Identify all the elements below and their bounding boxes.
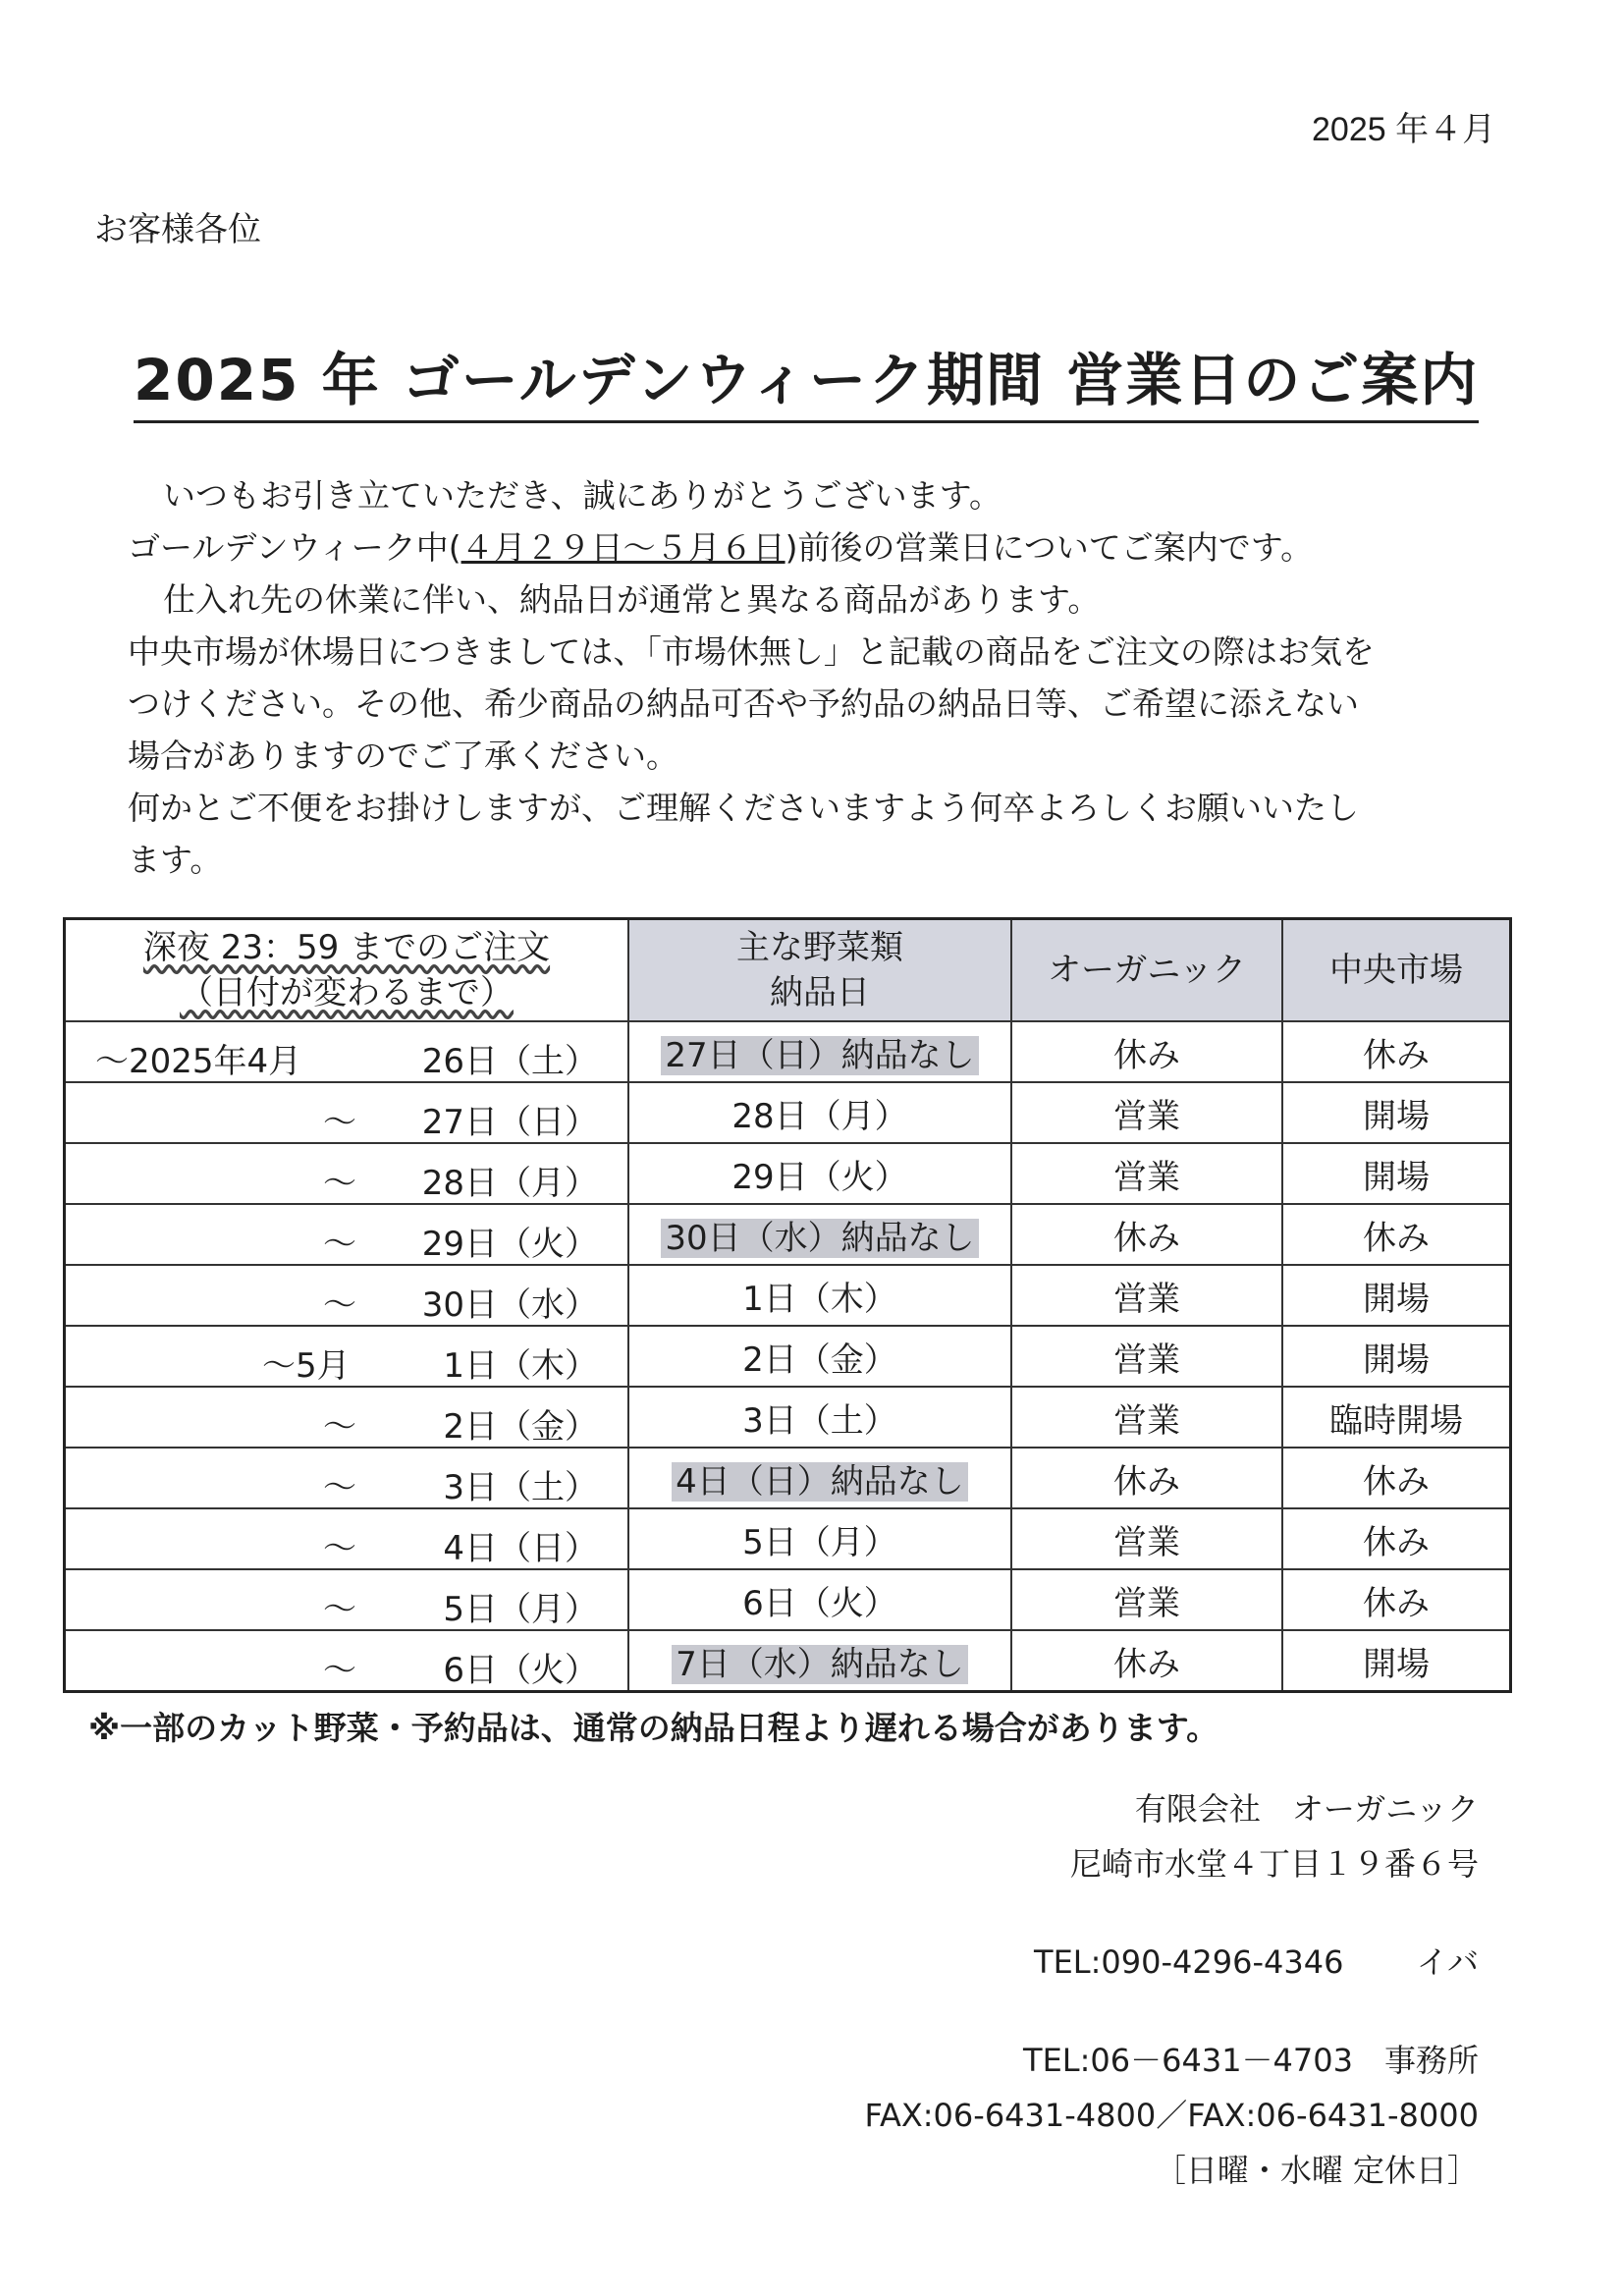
table-row <box>65 1448 1511 1508</box>
organic-status-cell: 休み <box>1011 1630 1282 1692</box>
vegetable-delivery-cell <box>628 1448 1011 1508</box>
delivery-date: 5日（月） <box>742 1522 897 1562</box>
page-title: 2025 年 ゴールデンウィーク期間 営業日のご案内 <box>134 334 1479 423</box>
order-deadline-cell <box>65 1265 629 1326</box>
order-range: ～ <box>323 1468 356 1507</box>
delivery-date: 3日（土） <box>742 1400 897 1441</box>
order-deadline-cell <box>65 1082 629 1143</box>
delivery-date: 29日（火） <box>731 1157 908 1197</box>
organic-status-cell: 営業 <box>1011 1265 1282 1326</box>
order-range: ～ <box>323 1529 356 1568</box>
market-status-cell: 休み <box>1282 1508 1511 1569</box>
recipient: お客様各位 <box>94 210 261 249</box>
delivery-note: ※一部のカット野菜・予約品は、通常の納品日程より遅れる場合があります。 <box>88 1709 1219 1747</box>
holiday-period: ４月２９日～５月６日 <box>460 528 785 567</box>
market-status-cell: 開場 <box>1282 1082 1511 1143</box>
intro-line-8: ます。 <box>128 841 223 879</box>
organic-status-cell: 営業 <box>1011 1569 1282 1630</box>
schedule-table <box>63 917 1512 1693</box>
delivery-date: 1日（木） <box>742 1279 897 1319</box>
intro-text <box>128 469 1483 886</box>
company-name: 有限会社 オーガニック <box>1134 1790 1479 1828</box>
closed-days: ［日曜・水曜 定休日］ <box>1154 2152 1479 2189</box>
order-day: 6日（火） <box>443 1651 598 1690</box>
delivery-date: 7日（水）納品なし <box>672 1645 968 1684</box>
delivery-date: 30日（水）納品なし <box>661 1219 978 1258</box>
organic-status-cell: 休み <box>1011 1021 1282 1082</box>
order-day: 5日（月） <box>443 1590 598 1629</box>
order-day: 26日（土） <box>421 1042 598 1081</box>
order-deadline-cell <box>65 1204 629 1265</box>
fax-numbers: FAX:06-6431-4800／FAX:06-6431-8000 <box>864 2097 1479 2134</box>
order-deadline-cell <box>65 1448 629 1508</box>
market-status-cell: 開場 <box>1282 1630 1511 1692</box>
delivery-date: 2日（金） <box>742 1339 897 1380</box>
organic-status-cell: 営業 <box>1011 1326 1282 1387</box>
organic-status-cell: 営業 <box>1011 1387 1282 1448</box>
intro-line-4: 中央市場が休場日につきましては、「市場休無し」と記載の商品をご注文の際はお気を <box>128 632 1375 671</box>
intro-line-2-post: )前後の営業日についてご案内です。 <box>785 528 1314 567</box>
intro-line-2-pre: ゴールデンウィーク中( <box>128 528 461 567</box>
table-row <box>65 1569 1511 1630</box>
organic-status-cell: 営業 <box>1011 1143 1282 1204</box>
vegetable-delivery-cell <box>628 1508 1011 1569</box>
order-deadline-cell <box>65 1143 629 1204</box>
delivery-date: 27日（日）納品なし <box>661 1036 978 1075</box>
document-date: 2025 年４月 <box>1312 111 1496 148</box>
market-status-cell: 開場 <box>1282 1326 1511 1387</box>
order-deadline-cell <box>65 1630 629 1692</box>
table-row <box>65 1265 1511 1326</box>
vegetable-delivery-cell <box>628 1021 1011 1082</box>
market-status-cell: 開場 <box>1282 1265 1511 1326</box>
delivery-date: 4日（日）納品なし <box>672 1462 968 1502</box>
intro-line-1: いつもお引き立ていただき、誠にありがとうございます。 <box>163 476 1002 515</box>
order-range: ～ <box>323 1225 356 1264</box>
organic-status-cell: 休み <box>1011 1204 1282 1265</box>
table-header-row <box>65 919 1511 1022</box>
order-range: ～ <box>323 1590 356 1629</box>
organic-status-cell: 営業 <box>1011 1082 1282 1143</box>
order-deadline-cell <box>65 1508 629 1569</box>
vegetable-delivery-cell <box>628 1204 1011 1265</box>
vegetable-delivery-cell <box>628 1630 1011 1692</box>
market-status-cell: 開場 <box>1282 1143 1511 1204</box>
delivery-date: 6日（火） <box>742 1583 897 1623</box>
order-day: 27日（日） <box>421 1103 598 1142</box>
intro-line-7: 何かとご不便をお掛けしますが、ご理解くださいますよう何卒よろしくお願いいたし <box>128 789 1359 827</box>
table-row <box>65 1021 1511 1082</box>
table-row <box>65 1508 1511 1569</box>
order-range: ～ <box>323 1407 356 1447</box>
order-range: ～ <box>323 1103 356 1142</box>
order-deadline-cell <box>65 1569 629 1630</box>
table-row <box>65 1630 1511 1692</box>
order-day: 30日（水） <box>421 1285 598 1325</box>
vegetable-delivery-cell <box>628 1265 1011 1326</box>
organic-status-cell: 休み <box>1011 1448 1282 1508</box>
header-central-market: 中央市場 <box>1282 919 1511 1022</box>
organic-status-cell: 営業 <box>1011 1508 1282 1569</box>
market-status-cell: 休み <box>1282 1204 1511 1265</box>
header-organic: オーガニック <box>1011 919 1282 1022</box>
order-range: ～ <box>323 1164 356 1203</box>
order-day: 1日（木） <box>443 1346 598 1386</box>
schedule-body <box>65 1021 1511 1692</box>
order-range: ～ <box>323 1651 356 1690</box>
intro-line-5: つけください。その他、希少商品の納品可否や予約品の納品日等、ご希望に添えない <box>128 684 1359 723</box>
table-row <box>65 1204 1511 1265</box>
phone-office: TEL:06－6431－4703 事務所 <box>1023 2042 1479 2079</box>
vegetable-delivery-cell <box>628 1387 1011 1448</box>
order-deadline-cell <box>65 1326 629 1387</box>
vegetable-delivery-cell <box>628 1082 1011 1143</box>
order-day: 4日（日） <box>443 1529 598 1568</box>
table-row <box>65 1326 1511 1387</box>
table-row <box>65 1082 1511 1143</box>
vegetable-delivery-cell <box>628 1326 1011 1387</box>
table-row <box>65 1387 1511 1448</box>
intro-line-2 <box>128 521 1483 574</box>
order-day: 28日（月） <box>421 1164 598 1203</box>
market-status-cell: 休み <box>1282 1021 1511 1082</box>
order-day: 29日（火） <box>421 1225 598 1264</box>
market-status-cell: 休み <box>1282 1448 1511 1508</box>
market-status-cell: 臨時開場 <box>1282 1387 1511 1448</box>
phone-mobile: TEL:090-4296-4346 イバ <box>1034 1943 1479 1981</box>
company-footer <box>864 1781 1479 2198</box>
market-status-cell: 休み <box>1282 1569 1511 1630</box>
order-deadline-cell <box>65 1021 629 1082</box>
order-range: ～2025年4月 <box>95 1042 302 1081</box>
vegetable-delivery-cell <box>628 1143 1011 1204</box>
order-deadline-cell <box>65 1387 629 1448</box>
company-address: 尼崎市水堂４丁目１９番６号 <box>1069 1845 1479 1883</box>
order-range: ～ <box>323 1285 356 1325</box>
order-day: 2日（金） <box>443 1407 598 1447</box>
header-vegetable-delivery: 主な野菜類 納品日 <box>628 919 1011 1022</box>
intro-line-3: 仕入れ先の休業に伴い、納品日が通常と異なる商品があります。 <box>163 580 1101 619</box>
order-range: ～5月 <box>262 1346 351 1386</box>
table-row <box>65 1143 1511 1204</box>
header-order-deadline: 深夜 23：59 までのご注文 （日付が変わるまで） <box>65 919 629 1022</box>
intro-line-6: 場合がありますのでご了承ください。 <box>128 737 678 775</box>
vegetable-delivery-cell <box>628 1569 1011 1630</box>
order-day: 3日（土） <box>443 1468 598 1507</box>
delivery-date: 28日（月） <box>731 1096 908 1136</box>
